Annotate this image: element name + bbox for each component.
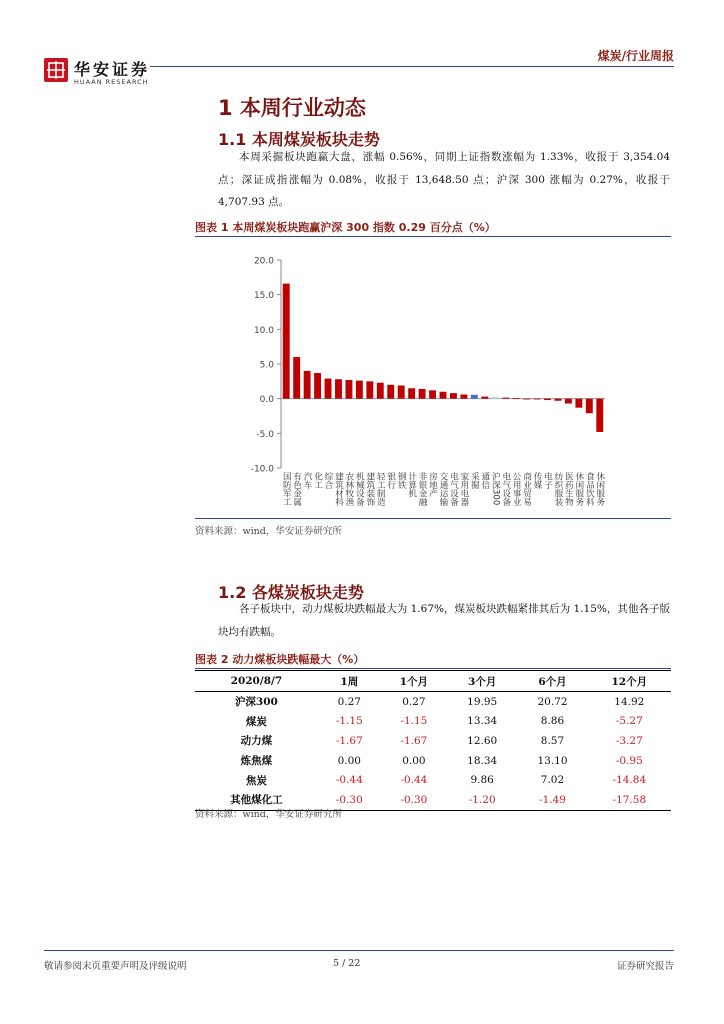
x-tick-label: 机械设备 bbox=[354, 472, 365, 506]
bar bbox=[408, 388, 415, 398]
table-row bbox=[195, 692, 671, 712]
bar bbox=[345, 380, 352, 399]
table-cell: 19.95 bbox=[467, 695, 498, 708]
bar bbox=[293, 357, 300, 399]
x-tick-label: 农林牧渔 bbox=[343, 472, 354, 506]
x-tick-label: 家用电器 bbox=[458, 472, 469, 506]
table-cell: -1.15 bbox=[335, 715, 363, 728]
x-tick-label: 国防军工 bbox=[281, 472, 292, 506]
bar-chart bbox=[195, 248, 671, 518]
y-tick-label: -5.0 bbox=[256, 429, 274, 440]
x-tick-label: 电气设备 bbox=[500, 472, 511, 506]
subsection-title-1-2: 1.2 各煤炭板块走势 bbox=[218, 583, 364, 602]
x-tick-label: 医药生物 bbox=[563, 472, 574, 506]
y-tick-label: 20.0 bbox=[253, 256, 274, 267]
bar bbox=[356, 381, 363, 399]
table-cell: 18.34 bbox=[467, 754, 498, 767]
bar bbox=[387, 385, 394, 399]
logo-icon bbox=[44, 58, 68, 82]
table-cell: -5.27 bbox=[615, 715, 643, 728]
figure-1-caption: 图表 1 本周煤炭板块跑赢沪深 300 指数 0.29 百分点（%） bbox=[195, 221, 496, 234]
table-header-cell: 2020/8/7 bbox=[195, 671, 318, 692]
table-row-label: 沪深300 bbox=[234, 696, 278, 709]
y-tick-label: -10.0 bbox=[250, 464, 274, 475]
table-cell: -3.27 bbox=[615, 734, 643, 747]
table-row-label: 炼焦煤 bbox=[240, 755, 273, 768]
bar bbox=[586, 399, 593, 414]
table-cell: 13.10 bbox=[537, 754, 568, 767]
table-cell: 8.86 bbox=[540, 715, 565, 728]
table-row-label: 动力煤 bbox=[240, 735, 273, 748]
bar bbox=[450, 393, 457, 399]
figure-2-rule bbox=[195, 668, 671, 669]
x-tick-label: 建筑材料 bbox=[333, 472, 344, 506]
table-header-row bbox=[195, 671, 671, 692]
header-rule bbox=[150, 66, 674, 67]
bar bbox=[304, 371, 311, 399]
bar bbox=[440, 392, 447, 399]
bar bbox=[513, 398, 520, 399]
table-row-label: 焦炭 bbox=[245, 774, 267, 787]
table-cell: -1.67 bbox=[400, 734, 428, 747]
x-tick-label: 轻工制造 bbox=[375, 472, 386, 506]
x-tick-label: 计算机 bbox=[406, 472, 417, 498]
x-tick-label: 电气设备 bbox=[448, 472, 459, 506]
y-tick-label: 15.0 bbox=[253, 291, 274, 302]
table-row bbox=[195, 770, 671, 790]
subsection-title-1-1: 1.1 本周煤炭板块走势 bbox=[218, 130, 380, 149]
table-header-cell: 3个月 bbox=[447, 671, 517, 692]
bar bbox=[325, 379, 332, 399]
bar bbox=[460, 395, 467, 399]
page-number: 5 / 22 bbox=[333, 958, 361, 969]
table-cell: 12.60 bbox=[467, 734, 498, 747]
bar bbox=[492, 397, 499, 399]
table-header-cell: 1个月 bbox=[381, 671, 447, 692]
x-tick-label: 房地产 bbox=[427, 472, 438, 498]
table-header-cell: 6个月 bbox=[517, 671, 587, 692]
x-tick-label: 纺织服装 bbox=[552, 472, 563, 506]
table-cell: 0.00 bbox=[337, 754, 361, 767]
bar bbox=[471, 395, 478, 399]
x-tick-label: 电子 bbox=[542, 472, 553, 489]
table-row bbox=[195, 731, 671, 751]
section-title: 1 本周行业动态 bbox=[218, 96, 366, 120]
footer-label: 证券研究报告 bbox=[616, 961, 674, 972]
table-cell: -1.49 bbox=[517, 790, 587, 810]
figure-1-bottom-rule bbox=[195, 518, 671, 519]
table-cell: -14.84 bbox=[612, 774, 647, 787]
paragraph-1-2: 各子板块中，动力煤板块跌幅最大为 1.67%，煤炭板块跌幅紧排其后为 1.15%，其他各子版块均有跌幅。 bbox=[218, 603, 670, 638]
table-cell: 9.86 bbox=[470, 774, 494, 787]
table-row-label: 其他煤化工 bbox=[195, 790, 318, 810]
figure-2-caption: 图表 2 动力煤板块跌幅最大（%） bbox=[195, 653, 365, 666]
bar bbox=[523, 399, 530, 400]
table-cell: 13.34 bbox=[467, 715, 498, 728]
table-cell: 8.57 bbox=[540, 734, 565, 747]
bar bbox=[398, 385, 405, 398]
report-category: 煤炭/行业周报 bbox=[597, 49, 674, 63]
bar bbox=[366, 381, 373, 398]
table-cell: -0.44 bbox=[335, 774, 363, 787]
x-tick-label: 通信 bbox=[479, 472, 490, 489]
footer-rule bbox=[44, 950, 674, 951]
table-row-label: 煤炭 bbox=[245, 715, 267, 728]
x-tick-label: 银行 bbox=[385, 472, 396, 489]
x-tick-label: 化工 bbox=[312, 472, 323, 489]
brand-name-en: HUAAN RESEARCH bbox=[74, 78, 149, 86]
bar bbox=[575, 399, 582, 408]
table-header-cell: 12个月 bbox=[588, 671, 671, 692]
table-cell: -0.30 bbox=[318, 790, 381, 810]
bar bbox=[481, 397, 488, 399]
x-tick-label: 公用事业 bbox=[511, 472, 522, 506]
bar bbox=[283, 284, 290, 399]
performance-table bbox=[195, 670, 671, 811]
table-cell: -1.15 bbox=[400, 715, 428, 728]
x-tick-label: 综合 bbox=[323, 472, 334, 489]
bar bbox=[314, 373, 321, 399]
x-tick-label: 非银金融 bbox=[417, 472, 428, 506]
x-tick-label: 商业贸易 bbox=[521, 472, 532, 506]
table-cell: 0.27 bbox=[402, 695, 426, 708]
x-tick-label: 采掘 bbox=[469, 472, 480, 489]
table-cell: 7.02 bbox=[540, 774, 565, 787]
x-tick-label: 建筑装饰 bbox=[364, 472, 375, 506]
table-cell: 20.72 bbox=[537, 695, 568, 708]
bar bbox=[596, 399, 603, 432]
table-cell: -17.58 bbox=[588, 790, 671, 810]
bar bbox=[429, 390, 436, 398]
bar bbox=[544, 399, 551, 400]
footer-disclaimer: 敬请参阅末页重要声明及评级说明 bbox=[44, 961, 187, 972]
y-tick-label: 10.0 bbox=[253, 325, 274, 336]
y-tick-label: 0.0 bbox=[259, 395, 274, 406]
table-cell: -1.67 bbox=[335, 734, 363, 747]
table-cell: 0.00 bbox=[402, 754, 426, 767]
y-tick-label: 5.0 bbox=[259, 360, 274, 371]
x-tick-label: 钢铁 bbox=[396, 472, 407, 489]
bar bbox=[419, 389, 426, 399]
x-tick-label: 休闲服务 bbox=[594, 472, 605, 506]
table-header-cell: 1周 bbox=[318, 671, 381, 692]
table-cell: 0.27 bbox=[337, 695, 361, 708]
x-tick-label: 食品饮料 bbox=[584, 472, 595, 506]
bar bbox=[565, 399, 572, 404]
figure-2-source: 资料来源：wind，华安证券研究所 bbox=[195, 809, 342, 820]
x-tick-label: 传媒 bbox=[532, 472, 543, 489]
table-cell: -1.20 bbox=[447, 790, 517, 810]
x-tick-label: 沪深300 bbox=[490, 472, 501, 506]
bar bbox=[555, 399, 562, 401]
bar bbox=[534, 399, 541, 400]
table-row bbox=[195, 751, 671, 771]
x-tick-label: 汽车 bbox=[302, 472, 313, 489]
table-cell: -0.95 bbox=[615, 754, 643, 767]
bar bbox=[502, 398, 509, 399]
table-cell: -0.30 bbox=[381, 790, 447, 810]
bar bbox=[335, 379, 342, 398]
table-cell: -0.44 bbox=[400, 774, 428, 787]
x-tick-label: 有色金属 bbox=[291, 472, 302, 506]
table-row bbox=[195, 712, 671, 732]
x-tick-label: 交通运输 bbox=[438, 472, 448, 506]
figure-1-source: 资料来源：wind，华安证券研究所 bbox=[195, 526, 342, 537]
table-cell: 14.92 bbox=[614, 695, 645, 708]
bar bbox=[377, 383, 384, 399]
brand-name: 华安证券 bbox=[74, 60, 151, 79]
paragraph-1-1: 本周采掘板块跑赢大盘，涨幅 0.56%，同期上证指数涨幅为 1.33%，收报于 3,354.04 点；深证成指涨幅为 0.08%，收报于 13,648.50 点；沪深 300 涨幅为 0.27%，收报于 4,707.93 点。 bbox=[218, 151, 670, 208]
figure-1-rule bbox=[195, 236, 671, 237]
x-tick-label: 休闲服务 bbox=[573, 472, 584, 506]
